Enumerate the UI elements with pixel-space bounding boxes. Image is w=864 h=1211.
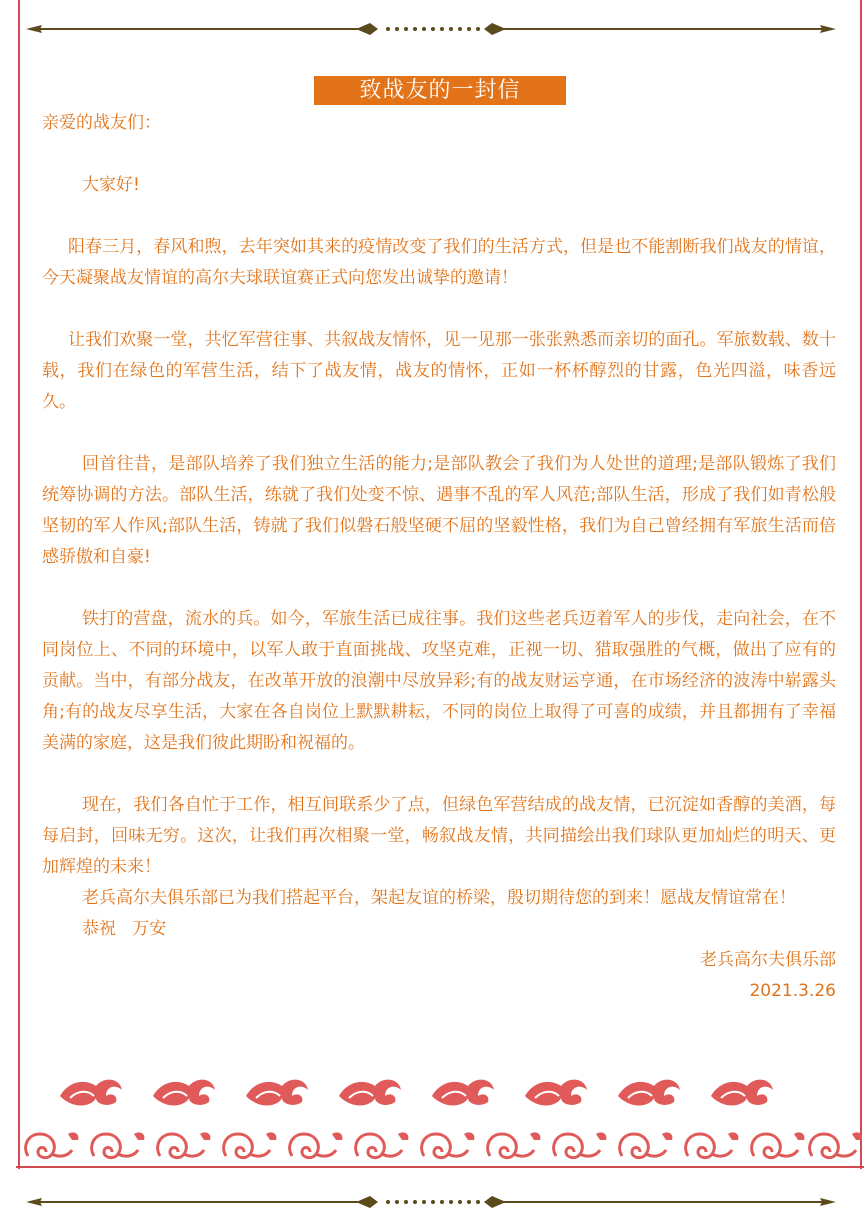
cloud-motif-icon: [60, 1080, 773, 1106]
letter-title: 致战友的一封信: [314, 76, 566, 105]
divider-ornament-icon: [18, 1194, 844, 1210]
paragraph-5: 现在，我们各自忙于工作，相互间联系少了点，但绿色军营结成的战友情，已沉淀如香醇的美酒，每每启封，回味无穷。这次，让我们再次相聚一堂，畅叙战友情，共同描绘出我们球队更加灿烂的明天、更加辉煌的未来！: [42, 795, 836, 877]
paragraph-4: 铁打的营盘，流水的兵。如今，军旅生活已成往事。我们这些老兵迈着军人的步伐，走向社会，在不同岗位上、不同的环境中，以军人敢于直面挑战、攻坚克难，正视一切、猎取强胜的气概，做出了应有的贡献。当中，有部分战友，在改革开放的浪潮中尽放异彩;有的战友财运亨通，在市场经济的波涛中崭露头角;有的战友尽享生活，大家在各自岗位上默默耕耘，不同的岗位上取得了可喜的成绩，并且都拥有了幸福美满的家庭，这是我们彼此期盼和祝福的。: [42, 609, 836, 753]
paragraph-1: 阳春三月，春风和煦，去年突如其来的疫情改变了我们的生活方式，但是也不能割断我们战友的情谊，今天凝聚战友情谊的高尔夫球联谊赛正式向您发出诚挚的邀请！: [42, 237, 836, 288]
signature: 老兵高尔夫俱乐部: [700, 950, 836, 970]
paragraph-3: 回首往昔，是部队培养了我们独立生活的能力;是部队教会了我们为人处世的道理;是部队锻炼了我们统筹协调的方法。部队生活，练就了我们处变不惊、遇事不乱的军人风范;部队生活，形成了我们如青松般坚韧的军人作风;部队生活，铸就了我们似磐石般坚硬不屈的坚毅性格，我们为自己曾经拥有军旅生活而倍感骄傲和自豪!: [42, 454, 836, 567]
wave-swirl-icon: [26, 1132, 862, 1157]
salutation: 亲爱的战友们：: [42, 113, 161, 133]
frame-bottom-line: [16, 1166, 864, 1168]
date: 2021.3.26: [749, 981, 836, 1001]
paragraph-6: 老兵高尔夫俱乐部已为我们搭起平台，架起友谊的桥梁，殷切期待您的到来！愿战友情谊常在！: [82, 888, 796, 908]
cloud-border-decoration: [20, 1070, 862, 1166]
divider-ornament-icon: [18, 21, 844, 37]
closing: 恭祝 万安: [82, 919, 167, 939]
greeting: 大家好!: [82, 175, 140, 195]
letter-body: [42, 108, 836, 1007]
paragraph-2: 让我们欢聚一堂，共忆军营往事、共叙战友情怀，见一见那一张张熟悉而亲切的面孔。军旅数载、数十载，我们在绿色的军营生活，结下了战友情，战友的情怀，正如一杯杯醇烈的甘露，色光四溢，味香远久。: [42, 330, 836, 412]
